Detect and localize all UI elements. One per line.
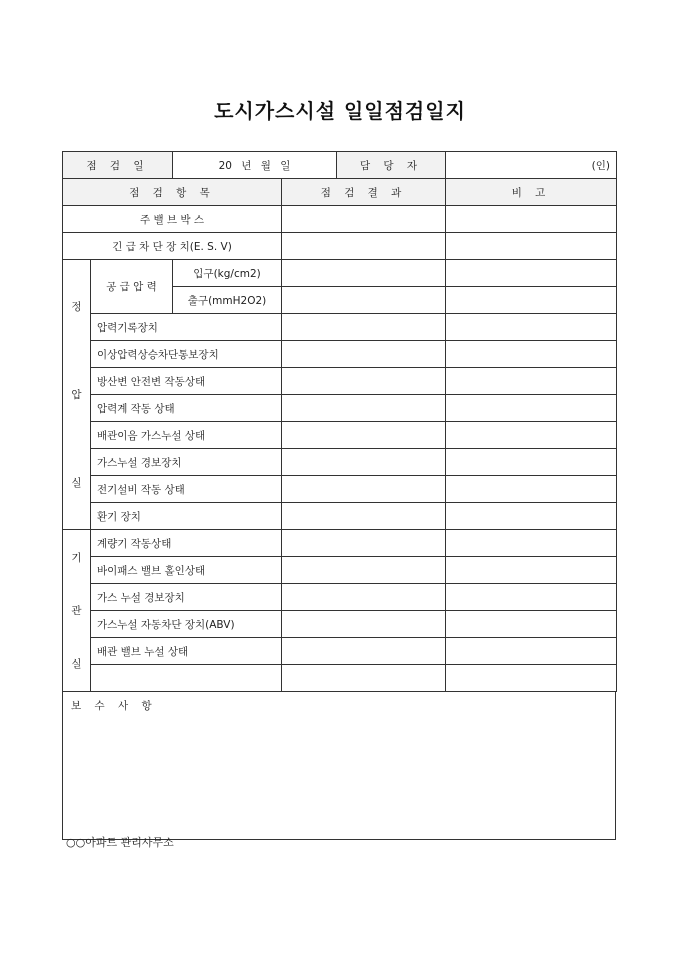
note-cell[interactable] [446,638,617,665]
pressure-room-char: 정 [71,301,82,313]
manager-seal[interactable]: (인) [446,152,617,179]
note-cell[interactable] [446,665,617,692]
date-label: 점 검 일 [63,152,173,179]
table-row [63,584,617,611]
result-cell[interactable] [282,368,446,395]
result-cell[interactable] [282,422,446,449]
manager-label: 담 당 자 [337,152,446,179]
table-row [63,638,617,665]
pressure-room-char: 실 [71,477,82,489]
column-result: 점 검 결 과 [282,179,446,206]
footer-office: ○○아파트 관리사무소 [66,836,174,849]
meter-item: 계량기 작동상태 [91,530,282,557]
note-cell[interactable] [446,341,617,368]
outlet-label: 출구(mmH2O2) [173,287,282,314]
note-cell[interactable] [446,368,617,395]
meter-item: 가스 누설 경보장치 [91,584,282,611]
note-cell[interactable] [446,449,617,476]
pressure-item: 환기 장치 [91,503,282,530]
result-cell[interactable] [282,449,446,476]
remarks-label: 보 수 사 항 [71,700,157,712]
note-cell[interactable] [446,422,617,449]
result-cell[interactable] [282,395,446,422]
result-cell[interactable] [282,287,446,314]
note-cell[interactable] [446,503,617,530]
result-cell[interactable] [282,260,446,287]
table-row [63,557,617,584]
table-row [63,530,617,557]
table-row [63,260,617,287]
table-row [63,368,617,395]
note-cell[interactable] [446,611,617,638]
note-cell[interactable] [446,233,617,260]
pressure-room-char: 압 [71,389,82,401]
note-cell[interactable] [446,584,617,611]
table-row [63,233,617,260]
meter-item: 배관 밸브 누설 상태 [91,638,282,665]
meter-item: 바이패스 밸브 홀인상태 [91,557,282,584]
pressure-item: 방산변 안전변 작동상태 [91,368,282,395]
result-cell[interactable] [282,665,446,692]
meter-room-char: 관 [71,604,82,617]
note-cell[interactable] [446,314,617,341]
table-row [63,611,617,638]
table-row [63,665,617,692]
result-cell[interactable] [282,638,446,665]
column-item: 점 검 항 목 [63,179,282,206]
table-row [63,449,617,476]
pressure-item: 전기설비 작동 상태 [91,476,282,503]
supply-pressure-label: 공 급 압 력 [91,260,173,314]
result-cell[interactable] [282,233,446,260]
date-field[interactable]: 20 년 월 일 [173,152,337,179]
table-row [63,503,617,530]
inlet-label: 입구(kg/cm2) [173,260,282,287]
page-title: 도시가스시설 일일점검일지 [214,99,466,123]
pressure-item: 압력계 작동 상태 [91,395,282,422]
table-row [63,422,617,449]
column-header-row [63,179,617,206]
table-row [63,341,617,368]
note-cell[interactable] [446,287,617,314]
note-cell[interactable] [446,557,617,584]
result-cell[interactable] [282,584,446,611]
result-cell[interactable] [282,206,446,233]
note-cell[interactable] [446,530,617,557]
meter-item[interactable] [91,665,282,692]
pressure-item: 압력기록장치 [91,314,282,341]
meter-room-char: 실 [71,657,82,670]
meter-room-char: 기 [71,552,82,565]
table-row [63,476,617,503]
pressure-item: 가스누설 경보장치 [91,449,282,476]
result-cell[interactable] [282,503,446,530]
result-cell[interactable] [282,530,446,557]
header-row [63,152,617,179]
inspection-sheet [62,151,616,840]
meter-item: 가스누설 자동차단 장치(ABV) [91,611,282,638]
note-cell[interactable] [446,476,617,503]
inspection-table [62,151,617,692]
result-cell[interactable] [282,611,446,638]
note-cell[interactable] [446,395,617,422]
item-main-valve-box: 주 밸 브 박 스 [63,206,282,233]
table-row [63,395,617,422]
result-cell[interactable] [282,557,446,584]
meter-room-label [63,530,91,692]
result-cell[interactable] [282,341,446,368]
note-cell[interactable] [446,206,617,233]
note-cell[interactable] [446,260,617,287]
remarks-box[interactable] [62,692,616,840]
table-row [63,314,617,341]
table-row [63,206,617,233]
column-note: 비 고 [446,179,617,206]
result-cell[interactable] [282,314,446,341]
pressure-item: 배관이음 가스누설 상태 [91,422,282,449]
item-emergency-shutoff: 긴 급 차 단 장 치(E. S. V) [63,233,282,260]
result-cell[interactable] [282,476,446,503]
pressure-item: 이상압력상승차단통보장치 [91,341,282,368]
pressure-room-label [63,260,91,530]
